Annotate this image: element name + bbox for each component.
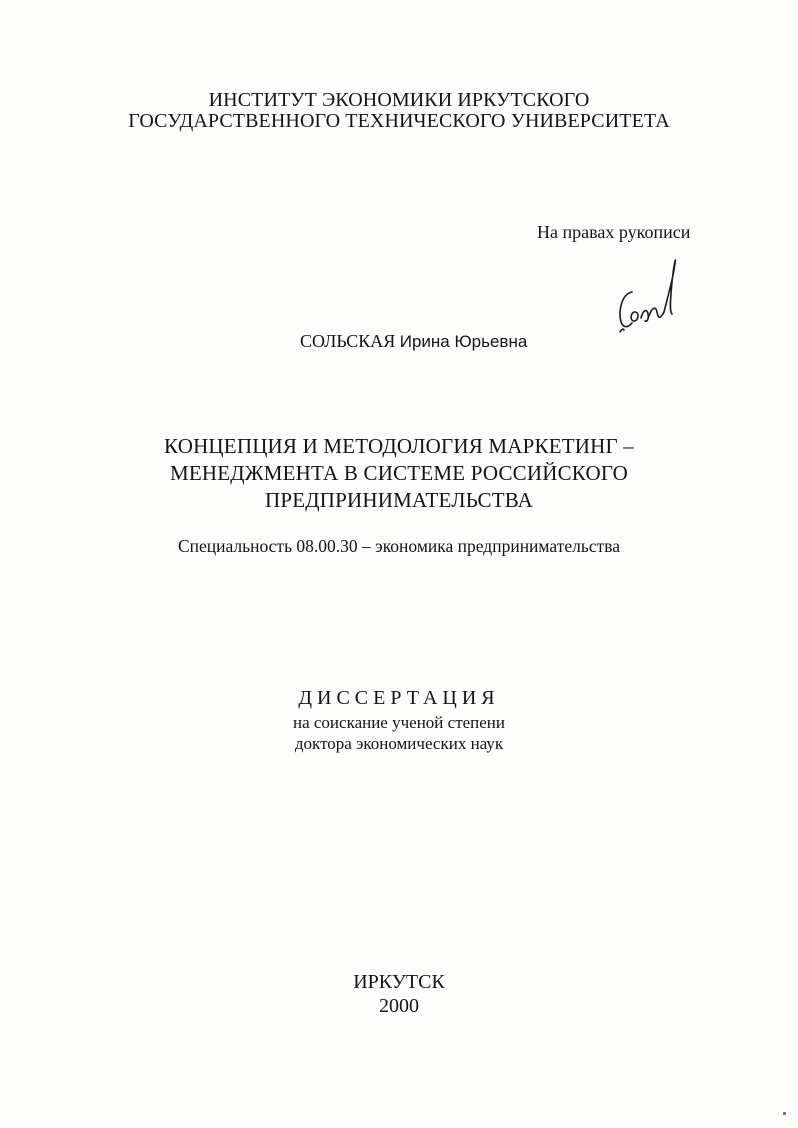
dissertation-title-line-2: МЕНЕДЖМЕНТА В СИСТЕМЕ РОССИЙСКОГО bbox=[169, 461, 629, 485]
degree-subtitle-line-2: доктора экономических наук bbox=[294, 734, 504, 753]
dissertation-title-line-1: КОНЦЕПЦИЯ И МЕТОДОЛОГИЯ МАРКЕТИНГ – bbox=[164, 434, 634, 458]
handwritten-signature bbox=[612, 252, 692, 347]
author-name bbox=[300, 331, 527, 352]
scan-artifact bbox=[783, 1112, 786, 1115]
publication-city: ИРКУТСК bbox=[353, 971, 445, 993]
degree-subtitle-line-1: на соискание ученой степени bbox=[292, 713, 506, 732]
institute-name-line-2: ГОСУДАРСТВЕННОГО ТЕХНИЧЕСКОГО УНИВЕРСИТЕТА bbox=[128, 110, 670, 132]
author-surname: СОЛЬСКАЯ bbox=[300, 331, 396, 351]
manuscript-rights-note: На правах рукописи bbox=[537, 222, 691, 242]
publication-year: 2000 bbox=[379, 995, 419, 1017]
dissertation-title-line-3: ПРЕДПРИНИМАТЕЛЬСТВА bbox=[265, 488, 533, 512]
author-given-names: Ирина Юрьевна bbox=[399, 332, 528, 351]
specialty-line: Специальность 08.00.30 – экономика предпринимательства bbox=[177, 536, 621, 556]
dissertation-heading: ДИССЕРТАЦИЯ bbox=[298, 687, 500, 709]
institute-name-line-1: ИНСТИТУТ ЭКОНОМИКИ ИРКУТСКОГО bbox=[208, 89, 590, 111]
